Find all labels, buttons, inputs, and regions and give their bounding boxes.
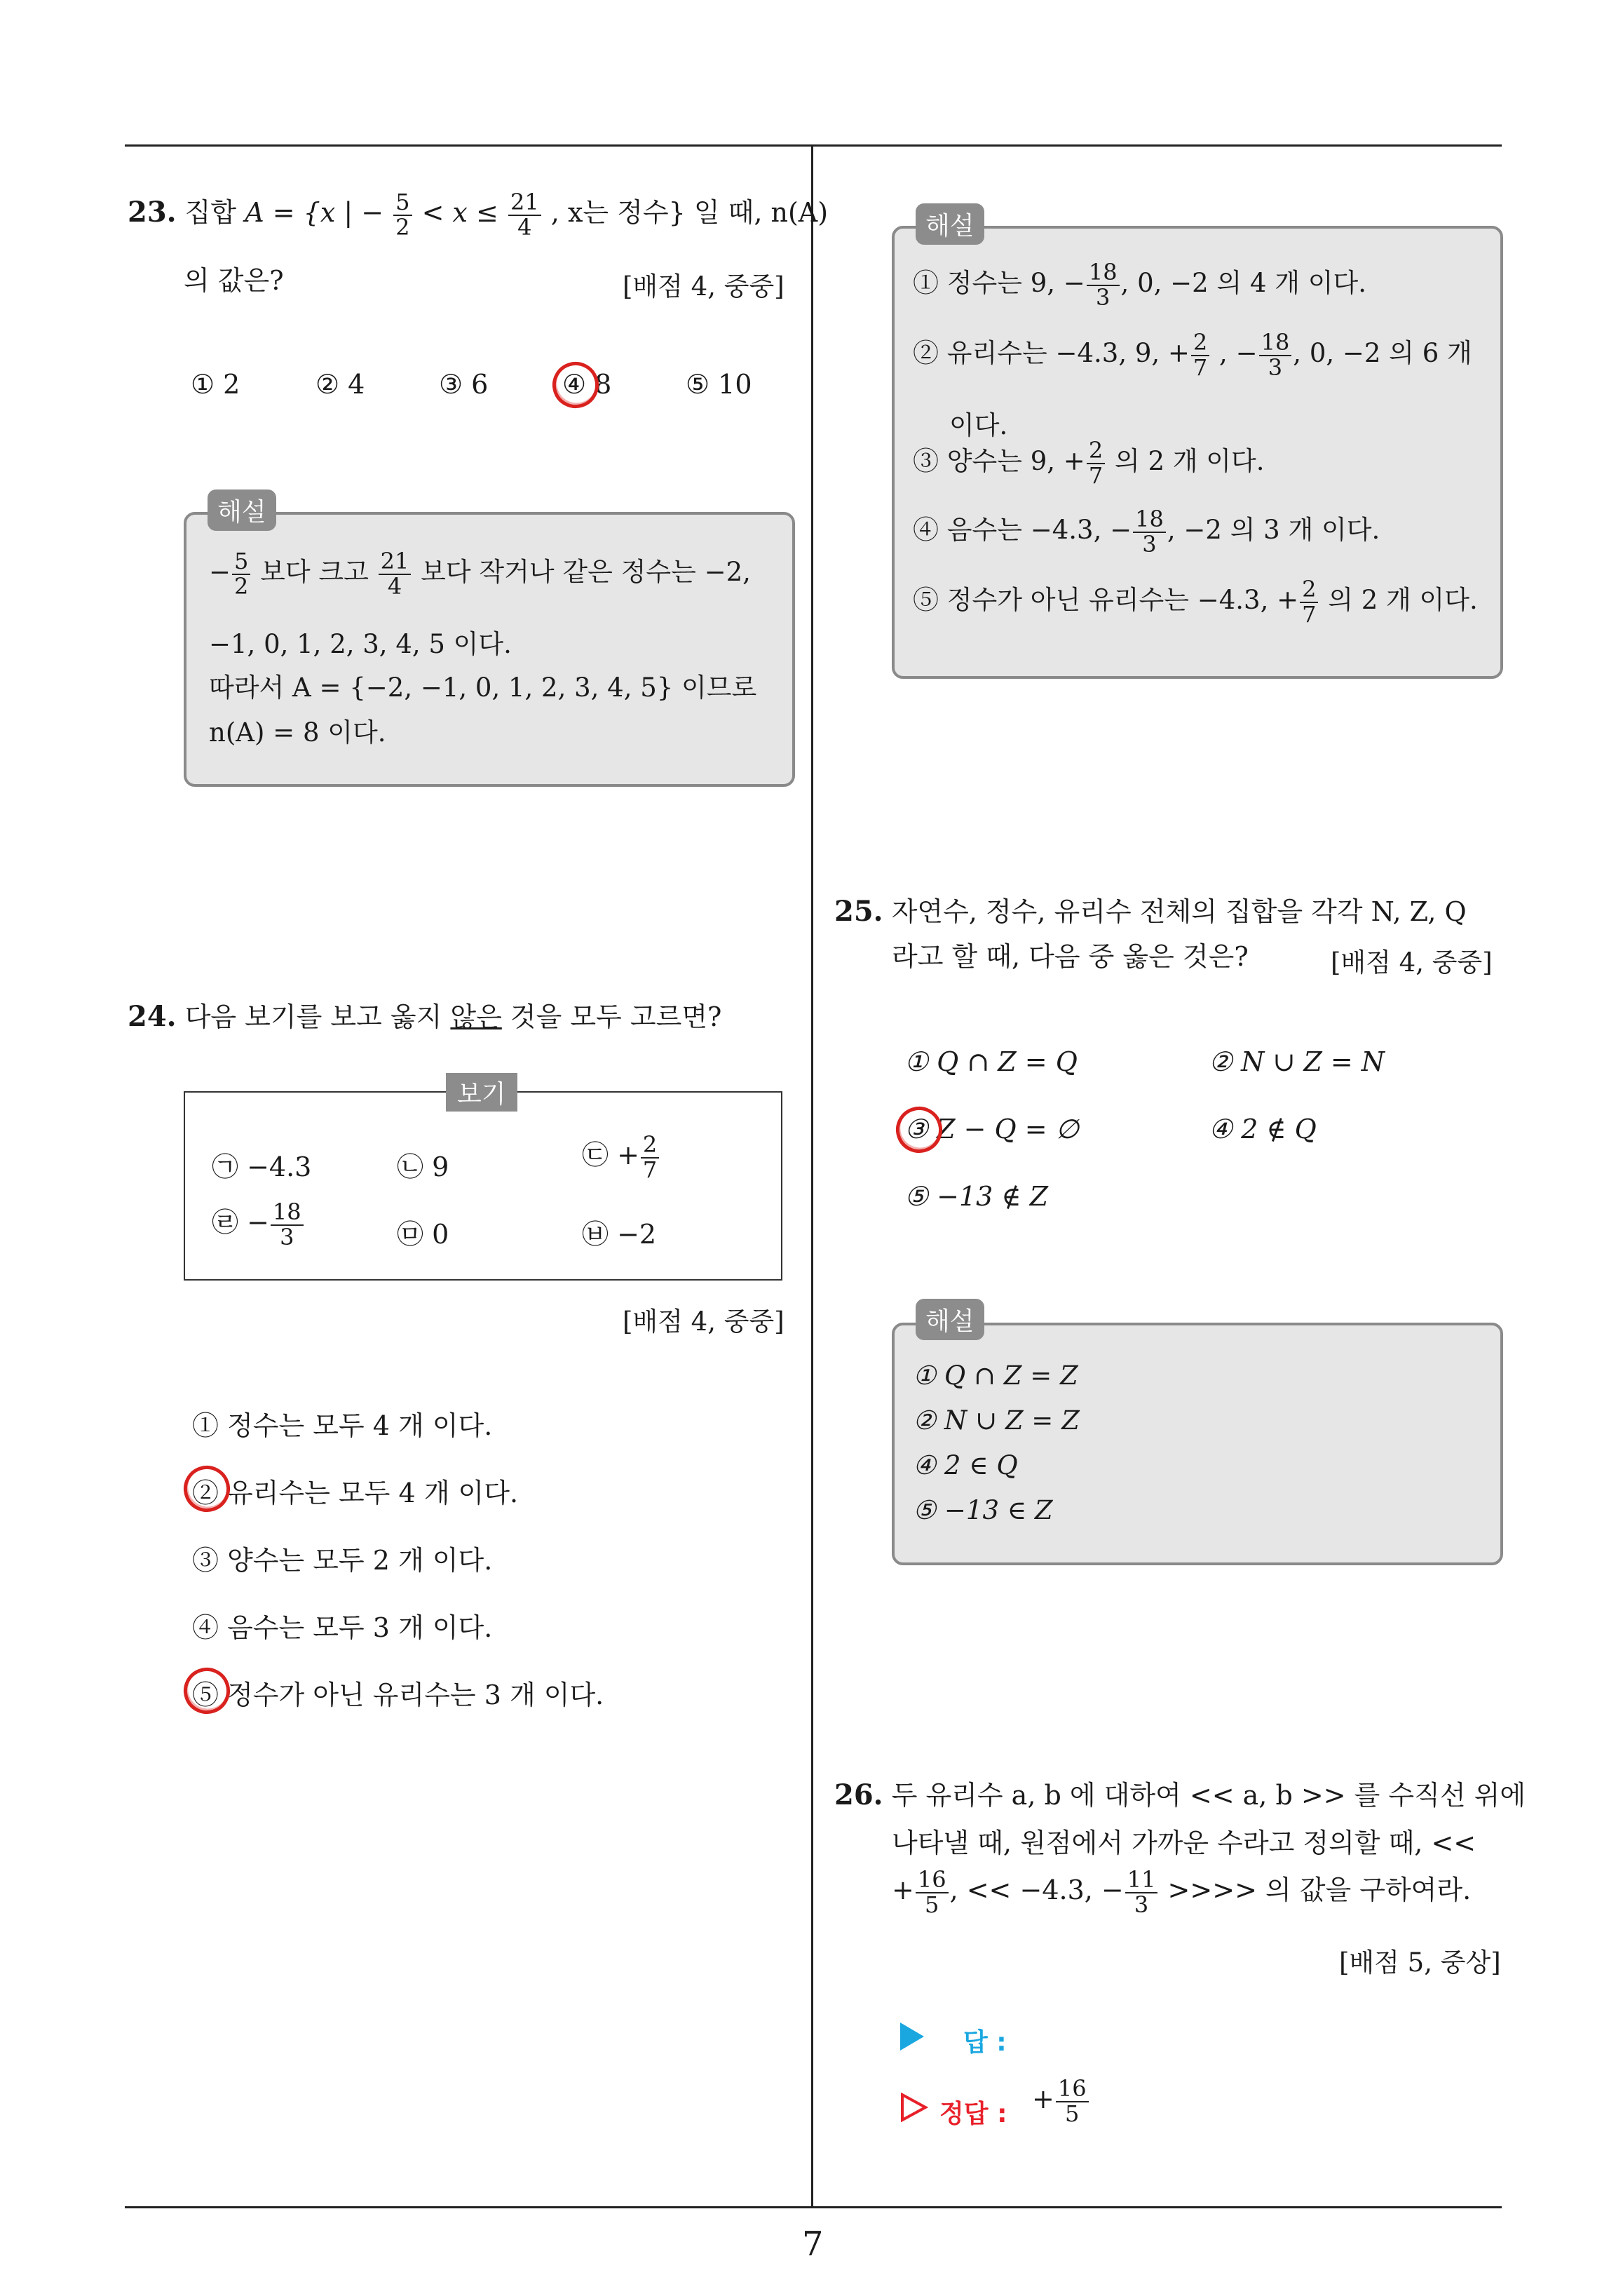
q25-solution-line4: ⑤ −13 ∈ Z [913,1495,1053,1525]
q25-solution-line3: ④ 2 ∈ Q [913,1450,1018,1480]
q25-solution-box [892,1323,1503,1565]
q24-solution-tag: 해설 [916,203,984,245]
q23-solution-line2: −1, 0, 1, 2, 3, 4, 5 이다. [209,629,512,659]
q25-choice-3[interactable]: ③ Z − Q = ∅ [904,1114,1079,1144]
q24-bogi-item-4: ㉣ − $\frac{18}{3}$ [212,1201,305,1249]
q23-choice-4[interactable]: ④ 8 [562,369,612,400]
q25-solution-line2: ② N ∪ Z = Z [913,1405,1080,1436]
q24-solution-line2-cont: 이다. [949,410,1008,440]
q24-score: [배점 4, 중중] [623,1306,785,1337]
q24-choice-1[interactable]: ① 정수는 모두 4 개 이다. [192,1410,493,1441]
q23-frac-21-4: $\frac{21}{4}$ [508,191,541,239]
q25-choice-4[interactable]: ④ 2 ∉ Q [1209,1114,1317,1144]
q24-bogi-item-3: ㉢ + $\frac{2}{7}$ [582,1133,660,1182]
q23-solution-line4: n(A) = 8 이다. [209,717,386,748]
q25-number: 25. [834,895,883,928]
q23-answer-circle-mark [546,356,604,414]
q24-solution-line4: ④ 음수는 −4.3, − $\frac{18}{3}$ , −2 의 3 개 이다. [913,506,1380,558]
q24-bogi-item-2: ㉡ 9 [397,1152,449,1182]
q26-stem-line3: + $\frac{16}{5}$ , << −4.3, − $\frac{11}{3}$ >>>> 의 값을 구하여라. [892,1866,1472,1918]
q23-number: 23. [128,196,177,229]
q23-choice-1[interactable]: ① 2 [191,369,240,400]
q23-choice-2[interactable]: ② 4 [315,369,365,400]
q26-number: 26. [834,1778,883,1811]
q25-score: [배점 4, 중중] [1331,947,1493,978]
q24-choice-4[interactable]: ④ 음수는 모두 3 개 이다. [192,1612,493,1643]
q24-choice-3[interactable]: ③ 양수는 모두 2 개 이다. [192,1545,493,1576]
q26-score: [배점 5, 중상] [1339,1947,1501,1978]
q23-stem-line2: 의 값은? [184,265,284,296]
q24-solution-line3: ③ 양수는 9, + $\frac{2}{7}$ 의 2 개 이다. [913,437,1265,489]
q24-stem: 24. 다음 보기를 보고 옳지 않은 것을 모두 고르면? [128,1000,722,1033]
q23-choice-3[interactable]: ③ 6 [439,369,489,400]
q24-solution-line2: ② 유리수는 −4.3, 9, + $\frac{2}{7}$ , − $\frac{18}{3}$ , 0, −2 의 6 개 [913,329,1472,381]
q24-bogi-item-1: ㉠ −4.3 [212,1152,312,1182]
q26-final-arrow-icon [900,2093,928,2125]
q23-solution-tag: 해설 [208,489,276,531]
q23-solution-line3: 따라서 A = {−2, −1, 0, 1, 2, 3, 4, 5} 이므로 [209,673,757,703]
q23-score: [배점 4, 중중] [623,271,785,302]
q24-bogi-tag: 보기 [446,1073,517,1112]
top-rule [125,144,1502,147]
q24-bogi-item-6: ㉥ −2 [582,1219,657,1250]
q23-choice-5[interactable]: ⑤ 10 [686,369,752,400]
q23-stem: 23. 집합 A = {x | − $\frac{5}{2}$ < x ≤ $\frac{21}{4}$ , x는 정수} 일 때, n(A) [128,189,829,241]
q24-solution-line1: ① 정수는 9, − $\frac{18}{3}$ , 0, −2 의 4 개 이다. [913,259,1366,311]
q24-bogi-box [184,1091,782,1281]
q25-answer-circle-mark [890,1100,948,1159]
page-number: 7 [802,2224,824,2264]
q25-stem: 25. 자연수, 정수, 유리수 전체의 집합을 각각 N, Z, Q [834,895,1467,928]
q25-choice-2[interactable]: ② N ∪ Z = N [1209,1046,1385,1077]
q24-choice-2[interactable]: ② 유리수는 모두 4 개 이다. [192,1478,519,1508]
q24-choice-5[interactable]: ⑤ 정수가 아닌 유리수는 3 개 이다. [192,1680,604,1710]
q26-final-answer-label: 정답 : [939,2100,1007,2128]
q23-solution-line1: − $\frac{5}{2}$ 보다 크고 $\frac{21}{4}$ 보다 작거나 같은 정수는 −2, [209,548,751,600]
q26-answer-label: 답 : [963,2028,1007,2057]
q25-choice-5[interactable]: ⑤ −13 ∉ Z [904,1181,1049,1212]
q24-solution-line5: ⑤ 정수가 아닌 유리수는 −4.3, + $\frac{2}{7}$ 의 2 개 이다. [913,576,1478,628]
q26-final-answer-value: + $\frac{16}{5}$ [1032,2077,1090,2126]
q25-solution-tag: 해설 [916,1299,984,1340]
q26-answer-arrow-icon [900,2022,924,2051]
q25-solution-line1: ① Q ∩ Z = Z [913,1360,1078,1391]
q26-answer-input[interactable] [1017,2020,1367,2052]
q26-stem-line2: 나타낼 때, 원점에서 가까운 수라고 정의할 때, << [892,1828,1476,1858]
q25-choice-1[interactable]: ① Q ∩ Z = Q [904,1046,1078,1077]
q24-bogi-item-5: ㉤ 0 [397,1219,449,1250]
q26-stem: 26. 두 유리수 a, b 에 대하여 << a, b >> 를 수직선 위에 [834,1778,1526,1811]
q25-stem-line2: 라고 할 때, 다음 중 옳은 것은? [892,941,1249,972]
bottom-rule [125,2206,1502,2208]
column-divider [811,144,813,2206]
q23-frac-5-2: $\frac{5}{2}$ [393,191,412,239]
q24-number: 24. [128,1000,177,1033]
